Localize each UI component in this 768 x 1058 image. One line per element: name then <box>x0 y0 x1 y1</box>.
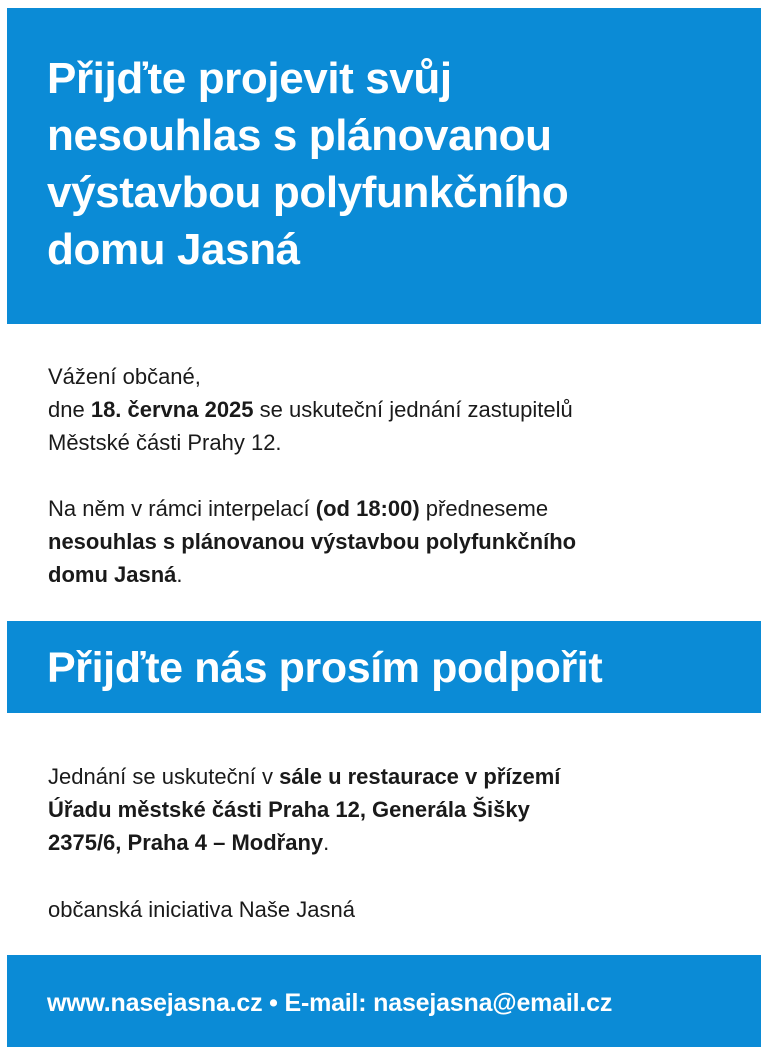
interpellation-time: (od 18:00) <box>315 496 420 521</box>
interpellation-prefix: Na něm v rámci interpelací <box>48 496 316 521</box>
interpellation-paragraph <box>48 492 738 591</box>
council-name: Městské části Prahy 12. <box>48 430 282 455</box>
support-headline: Přijďte nás prosím podpořit <box>47 644 603 692</box>
contact-line <box>47 988 721 1018</box>
intro-paragraph <box>48 360 738 459</box>
date-suffix: se uskuteční jednání zastupitelů <box>253 397 573 422</box>
headline-line-4: domu Jasná <box>47 225 300 274</box>
interpellation-end: . <box>176 562 183 587</box>
interpellation-suffix: předneseme <box>419 496 549 521</box>
disagreement-line-1: nesouhlas s plánovanou výstavbou polyfunkčního <box>48 529 577 554</box>
support-banner <box>7 621 761 713</box>
email-link[interactable]: nasejasna@email.cz <box>373 989 613 1017</box>
venue-line-1: sále u restaurace v přízemí <box>279 764 561 789</box>
email-label: E-mail: <box>284 989 374 1017</box>
venue-line-3: 2375/6, Praha 4 – Modřany <box>48 830 324 855</box>
headline-line-1: Přijďte projevit svůj <box>47 54 452 103</box>
venue-paragraph <box>48 760 738 859</box>
venue-line-2: Úřadu městské části Praha 12, Generála Šišky <box>48 797 530 822</box>
bullet-separator: • <box>262 989 285 1017</box>
website-link[interactable]: www.nasejasna.cz <box>47 989 263 1017</box>
headline-line-3: výstavbou polyfunkčního <box>47 168 569 217</box>
date-prefix: dne <box>48 397 91 422</box>
venue-prefix: Jednání se uskuteční v <box>48 764 280 789</box>
meeting-date: 18. června 2025 <box>90 397 254 422</box>
greeting: Vážení občané, <box>48 364 201 389</box>
disagreement-line-2: domu Jasná <box>48 562 177 587</box>
header-banner <box>7 8 761 324</box>
venue-end: . <box>323 830 330 855</box>
signature: občanská iniciativa Naše Jasná <box>48 897 355 922</box>
headline <box>47 50 721 278</box>
footer-banner <box>7 955 761 1047</box>
headline-line-2: nesouhlas s plánovanou <box>47 111 552 160</box>
